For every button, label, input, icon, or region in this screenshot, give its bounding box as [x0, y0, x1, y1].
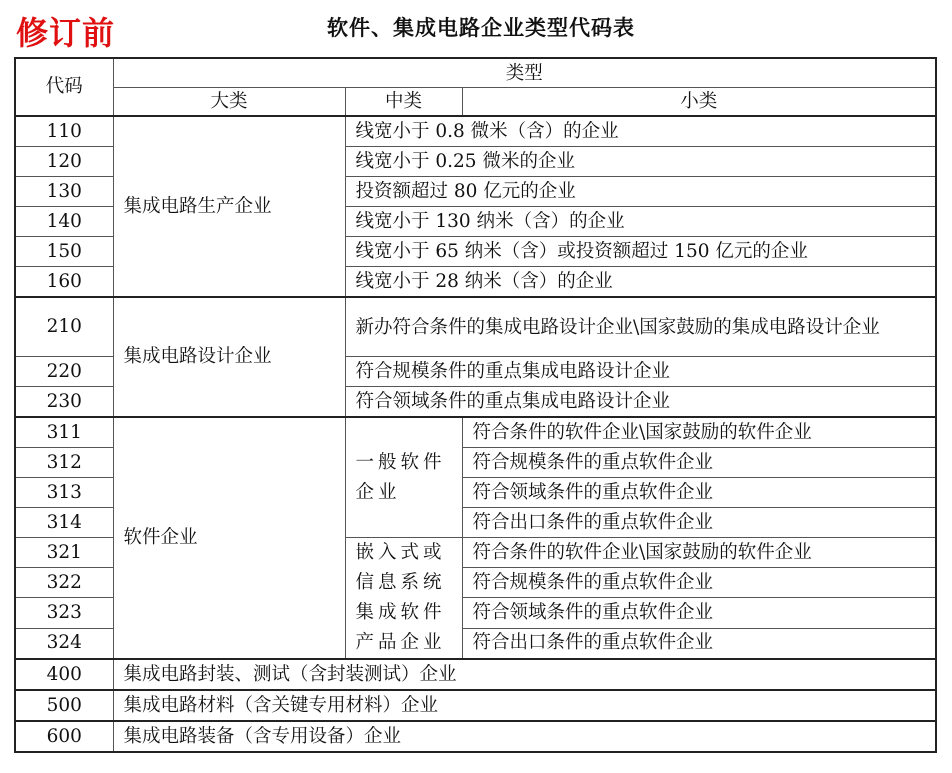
minor-category-cell: 符合规模条件的重点软件企业: [462, 568, 936, 598]
code-cell: 311: [15, 417, 113, 448]
code-cell: 110: [15, 116, 113, 147]
code-cell: 210: [15, 297, 113, 357]
major-category-software: 软件企业: [113, 417, 345, 659]
table-row: [15, 116, 936, 147]
major-category-ic-packaging: 集成电路封装、测试（含封装测试）企业: [113, 659, 936, 690]
code-cell: 314: [15, 508, 113, 538]
minor-category-cell: 线宽小于 28 纳米（含）的企业: [345, 267, 936, 298]
code-cell: 322: [15, 568, 113, 598]
major-category-ic-manufacturing: 集成电路生产企业: [113, 116, 345, 297]
middle-category-general-software: 一般软件企业: [345, 417, 462, 538]
minor-category-cell: 线宽小于 130 纳米（含）的企业: [345, 207, 936, 237]
code-cell: 120: [15, 147, 113, 177]
code-cell: 230: [15, 387, 113, 418]
major-category-ic-design: 集成电路设计企业: [113, 297, 345, 417]
table-row: [15, 690, 936, 721]
code-cell: 500: [15, 690, 113, 721]
minor-category-cell: 投资额超过 80 亿元的企业: [345, 177, 936, 207]
code-cell: 324: [15, 628, 113, 659]
code-cell: 160: [15, 267, 113, 298]
header-type: 类型: [113, 58, 936, 88]
minor-category-cell: 符合规模条件的重点软件企业: [462, 448, 936, 478]
header-major: 大类: [113, 88, 345, 116]
minor-category-cell: 线宽小于 0.8 微米（含）的企业: [345, 116, 936, 147]
code-cell: 312: [15, 448, 113, 478]
code-cell: 140: [15, 207, 113, 237]
middle-category-embedded-software: 嵌入式或信息系统集成软件产品企业: [345, 538, 462, 660]
code-cell: 130: [15, 177, 113, 207]
table-row: [15, 417, 936, 448]
minor-category-cell: 符合条件的软件企业\国家鼓励的软件企业: [462, 417, 936, 448]
revision-tag: 修订前: [16, 14, 116, 52]
page-title: 软件、集成电路企业类型代码表: [327, 16, 635, 40]
minor-category-cell: 新办符合条件的集成电路设计企业\国家鼓励的集成电路设计企业: [345, 297, 936, 357]
header-middle: 中类: [345, 88, 462, 116]
code-cell: 400: [15, 659, 113, 690]
header-minor: 小类: [462, 88, 936, 116]
code-cell: 323: [15, 598, 113, 628]
minor-category-cell: 符合出口条件的重点软件企业: [462, 628, 936, 659]
code-cell: 600: [15, 721, 113, 752]
major-category-ic-materials: 集成电路材料（含关键专用材料）企业: [113, 690, 936, 721]
minor-category-cell: 符合领域条件的重点软件企业: [462, 598, 936, 628]
code-cell: 220: [15, 357, 113, 387]
minor-category-cell: 符合领域条件的重点集成电路设计企业: [345, 387, 936, 418]
enterprise-type-code-table: [14, 57, 937, 753]
header-code: 代码: [15, 58, 113, 116]
code-cell: 313: [15, 478, 113, 508]
minor-category-cell: 符合规模条件的重点集成电路设计企业: [345, 357, 936, 387]
major-category-ic-equipment: 集成电路装备（含专用设备）企业: [113, 721, 936, 752]
minor-category-cell: 符合出口条件的重点软件企业: [462, 508, 936, 538]
table-row: [15, 297, 936, 357]
table-row: [15, 721, 936, 752]
minor-category-cell: 符合条件的软件企业\国家鼓励的软件企业: [462, 538, 936, 568]
minor-category-cell: 符合领域条件的重点软件企业: [462, 478, 936, 508]
minor-category-cell: 线宽小于 65 纳米（含）或投资额超过 150 亿元的企业: [345, 237, 936, 267]
table-row: [15, 659, 936, 690]
code-cell: 321: [15, 538, 113, 568]
code-cell: 150: [15, 237, 113, 267]
minor-category-cell: 线宽小于 0.25 微米的企业: [345, 147, 936, 177]
